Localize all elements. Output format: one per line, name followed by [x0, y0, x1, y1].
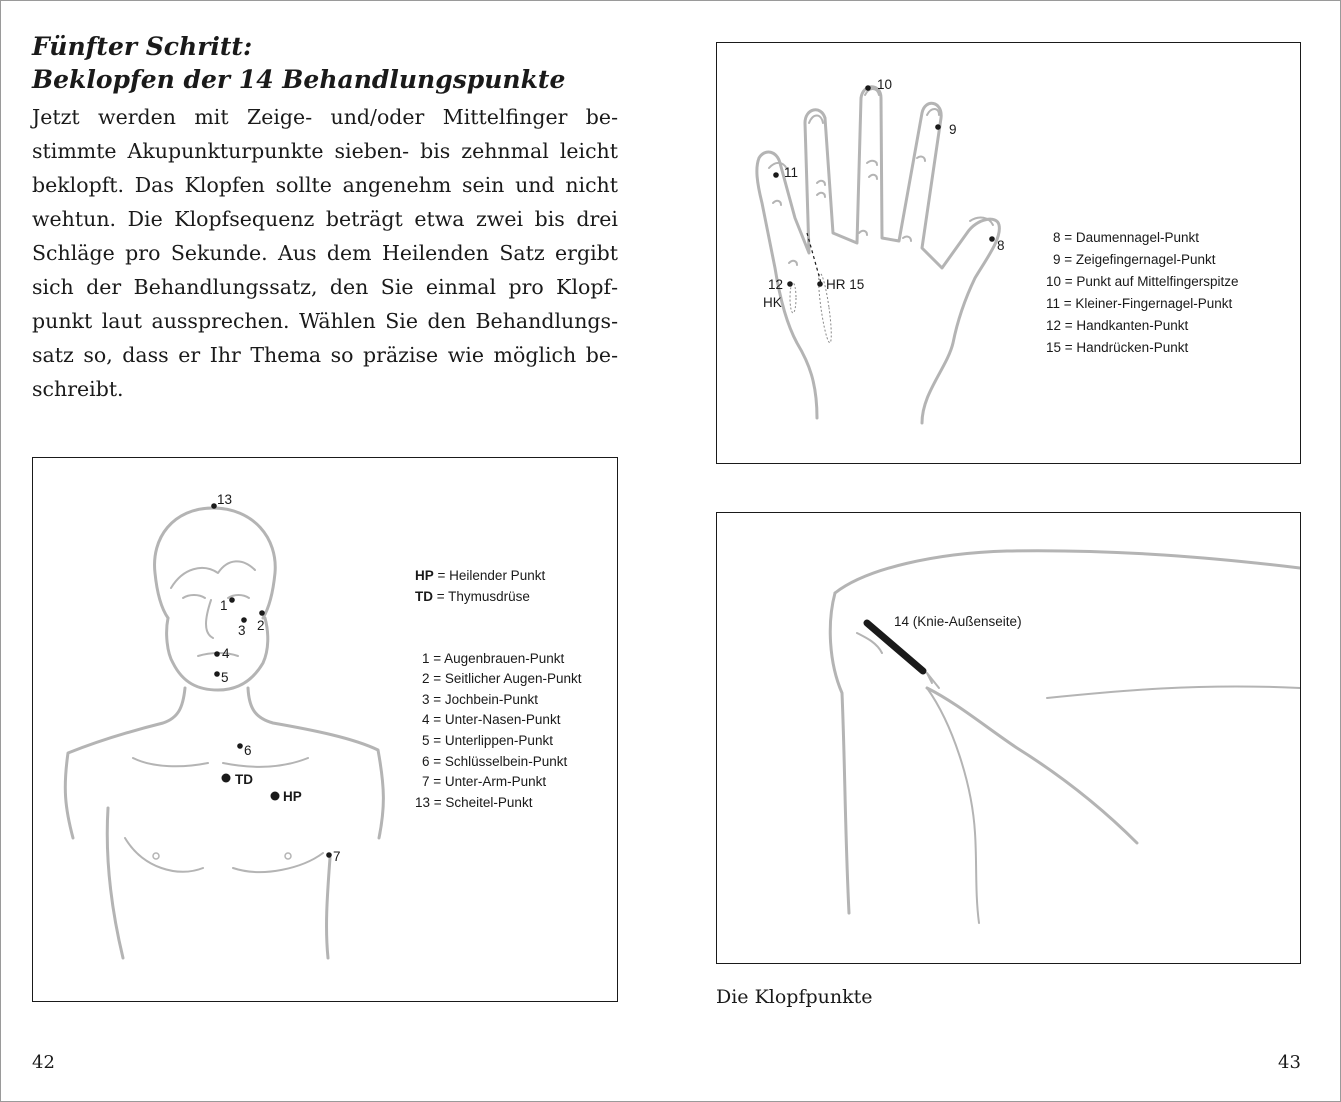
face-legend-item: 4 = Unter-Nasen-Punkt: [422, 712, 561, 727]
hand-points: [763, 77, 1005, 310]
point-12-dot: [787, 281, 793, 287]
face-legend-item: 7 = Unter-Arm-Punkt: [422, 774, 547, 789]
face-torso-points: [211, 492, 340, 864]
hand-legend-item: 15 = Handrücken-Punkt: [1046, 340, 1189, 355]
hand-legend-item: 12 = Handkanten-Punkt: [1046, 318, 1189, 333]
key-td: [415, 589, 530, 604]
point-2-dot: [259, 610, 265, 616]
knee-tap-zone: [867, 623, 923, 671]
hand-legend-item: 8 = Daumennagel-Punkt: [1053, 230, 1199, 245]
point-10-label: 10: [877, 77, 893, 92]
hand-legend-item: 11 = Kleiner-Fingernagel-Punkt: [1046, 296, 1233, 311]
face-legend-item: 13 = Scheitel-Punkt: [415, 795, 533, 810]
point-2-label: 2: [257, 618, 265, 633]
point-9-label: 9: [949, 122, 957, 137]
title-line-2: Beklopfen der 14 Behandlungspunkte: [32, 65, 566, 94]
key-hp-text: = Heilender Punkt: [433, 568, 546, 583]
hand-legend: [1046, 230, 1238, 355]
healing-point-dot: [271, 792, 280, 801]
point-9-dot: [935, 124, 941, 130]
point-13-label: 13: [217, 492, 233, 507]
point-td-label: TD: [235, 772, 253, 787]
point-10-dot: [865, 85, 871, 91]
page-number-left: 42: [32, 1052, 55, 1073]
point-hp-label: HP: [283, 789, 302, 804]
point-1-dot: [229, 597, 235, 603]
point-7-label: 7: [333, 849, 341, 864]
body-paragraph: Jetzt werden mit Zeige- und/oder Mittelfinger bestimmte Akupunkturpunkte sieben- bis zehnmal leicht beklopft. Das Klopfen sollte angenehm sein und nicht wehtun. Die Klopfsequenz beträgt etwa zwei bis drei Schläge pro Sekunde. Aus dem Heilenden Satz ergibt sich der Behandlungssatz, den Sie einmal pro Klopfpunkt laut aussprechen. Wählen Sie den Behandlungssatz so, dass er Ihr Thema so präzise wie möglich beschreibt.: [32, 105, 618, 401]
hand-legend-item: 9 = Zeigefingernagel-Punkt: [1053, 252, 1216, 267]
hand-outline: [757, 87, 1000, 423]
point-6-label: 6: [244, 743, 252, 758]
point-7-dot: [326, 852, 332, 858]
figure-caption: Die Klopfpunkte: [716, 986, 873, 1008]
page-number-right: 43: [1278, 1052, 1301, 1073]
face-legend-item: 1 = Augenbrauen-Punkt: [422, 651, 565, 666]
key-td-text: = Thymusdrüse: [433, 589, 530, 604]
key-hp-abbr: HP: [415, 568, 434, 583]
point-hr15-label: HR 15: [826, 277, 865, 292]
face-figure: [32, 457, 618, 1002]
point-6-dot: [237, 743, 243, 749]
point-11-dot: [773, 172, 779, 178]
point-hk-label: HK: [763, 295, 782, 310]
point-8-dot: [989, 236, 995, 242]
face-torso-outline: [65, 508, 383, 958]
point-13-dot: [211, 503, 217, 509]
face-torso-illustration: [33, 458, 617, 1001]
face-legend-item: 5 = Unterlippen-Punkt: [422, 733, 553, 748]
point-15-dot: [817, 281, 823, 287]
key-td-abbr: TD: [415, 589, 433, 604]
knee-illustration: [717, 513, 1300, 963]
face-key: [415, 568, 545, 604]
point-12-label: 12: [768, 277, 784, 292]
hand-legend-item: 10 = Punkt auf Mittelfingerspitze: [1046, 274, 1239, 289]
point-5-dot: [214, 671, 220, 677]
face-legend-item: 6 = Schlüsselbein-Punkt: [422, 754, 568, 769]
point-11-label: 11: [784, 165, 799, 180]
point-3-label: 3: [238, 623, 246, 638]
key-hp: [415, 568, 545, 583]
thymus-dot: [222, 774, 231, 783]
point-4-label: 4: [222, 646, 230, 661]
knee-outline: [830, 551, 1300, 923]
hand-figure: [716, 42, 1301, 464]
face-legend: [415, 651, 582, 810]
title-line-1: Fünfter Schritt:: [32, 32, 253, 61]
knee-point-label: 14 (Knie-Außenseite): [894, 614, 1022, 629]
face-legend-item: 3 = Jochbein-Punkt: [422, 692, 538, 707]
point-5-label: 5: [221, 670, 229, 685]
point-4-dot: [214, 651, 220, 657]
point-3-dot: [241, 617, 247, 623]
section-title: [32, 30, 565, 96]
face-legend-item: 2 = Seitlicher Augen-Punkt: [422, 671, 582, 686]
point-8-label: 8: [997, 238, 1005, 253]
point-1-label: 1: [220, 598, 228, 613]
hand-illustration: [717, 43, 1300, 463]
knee-figure: [716, 512, 1301, 964]
